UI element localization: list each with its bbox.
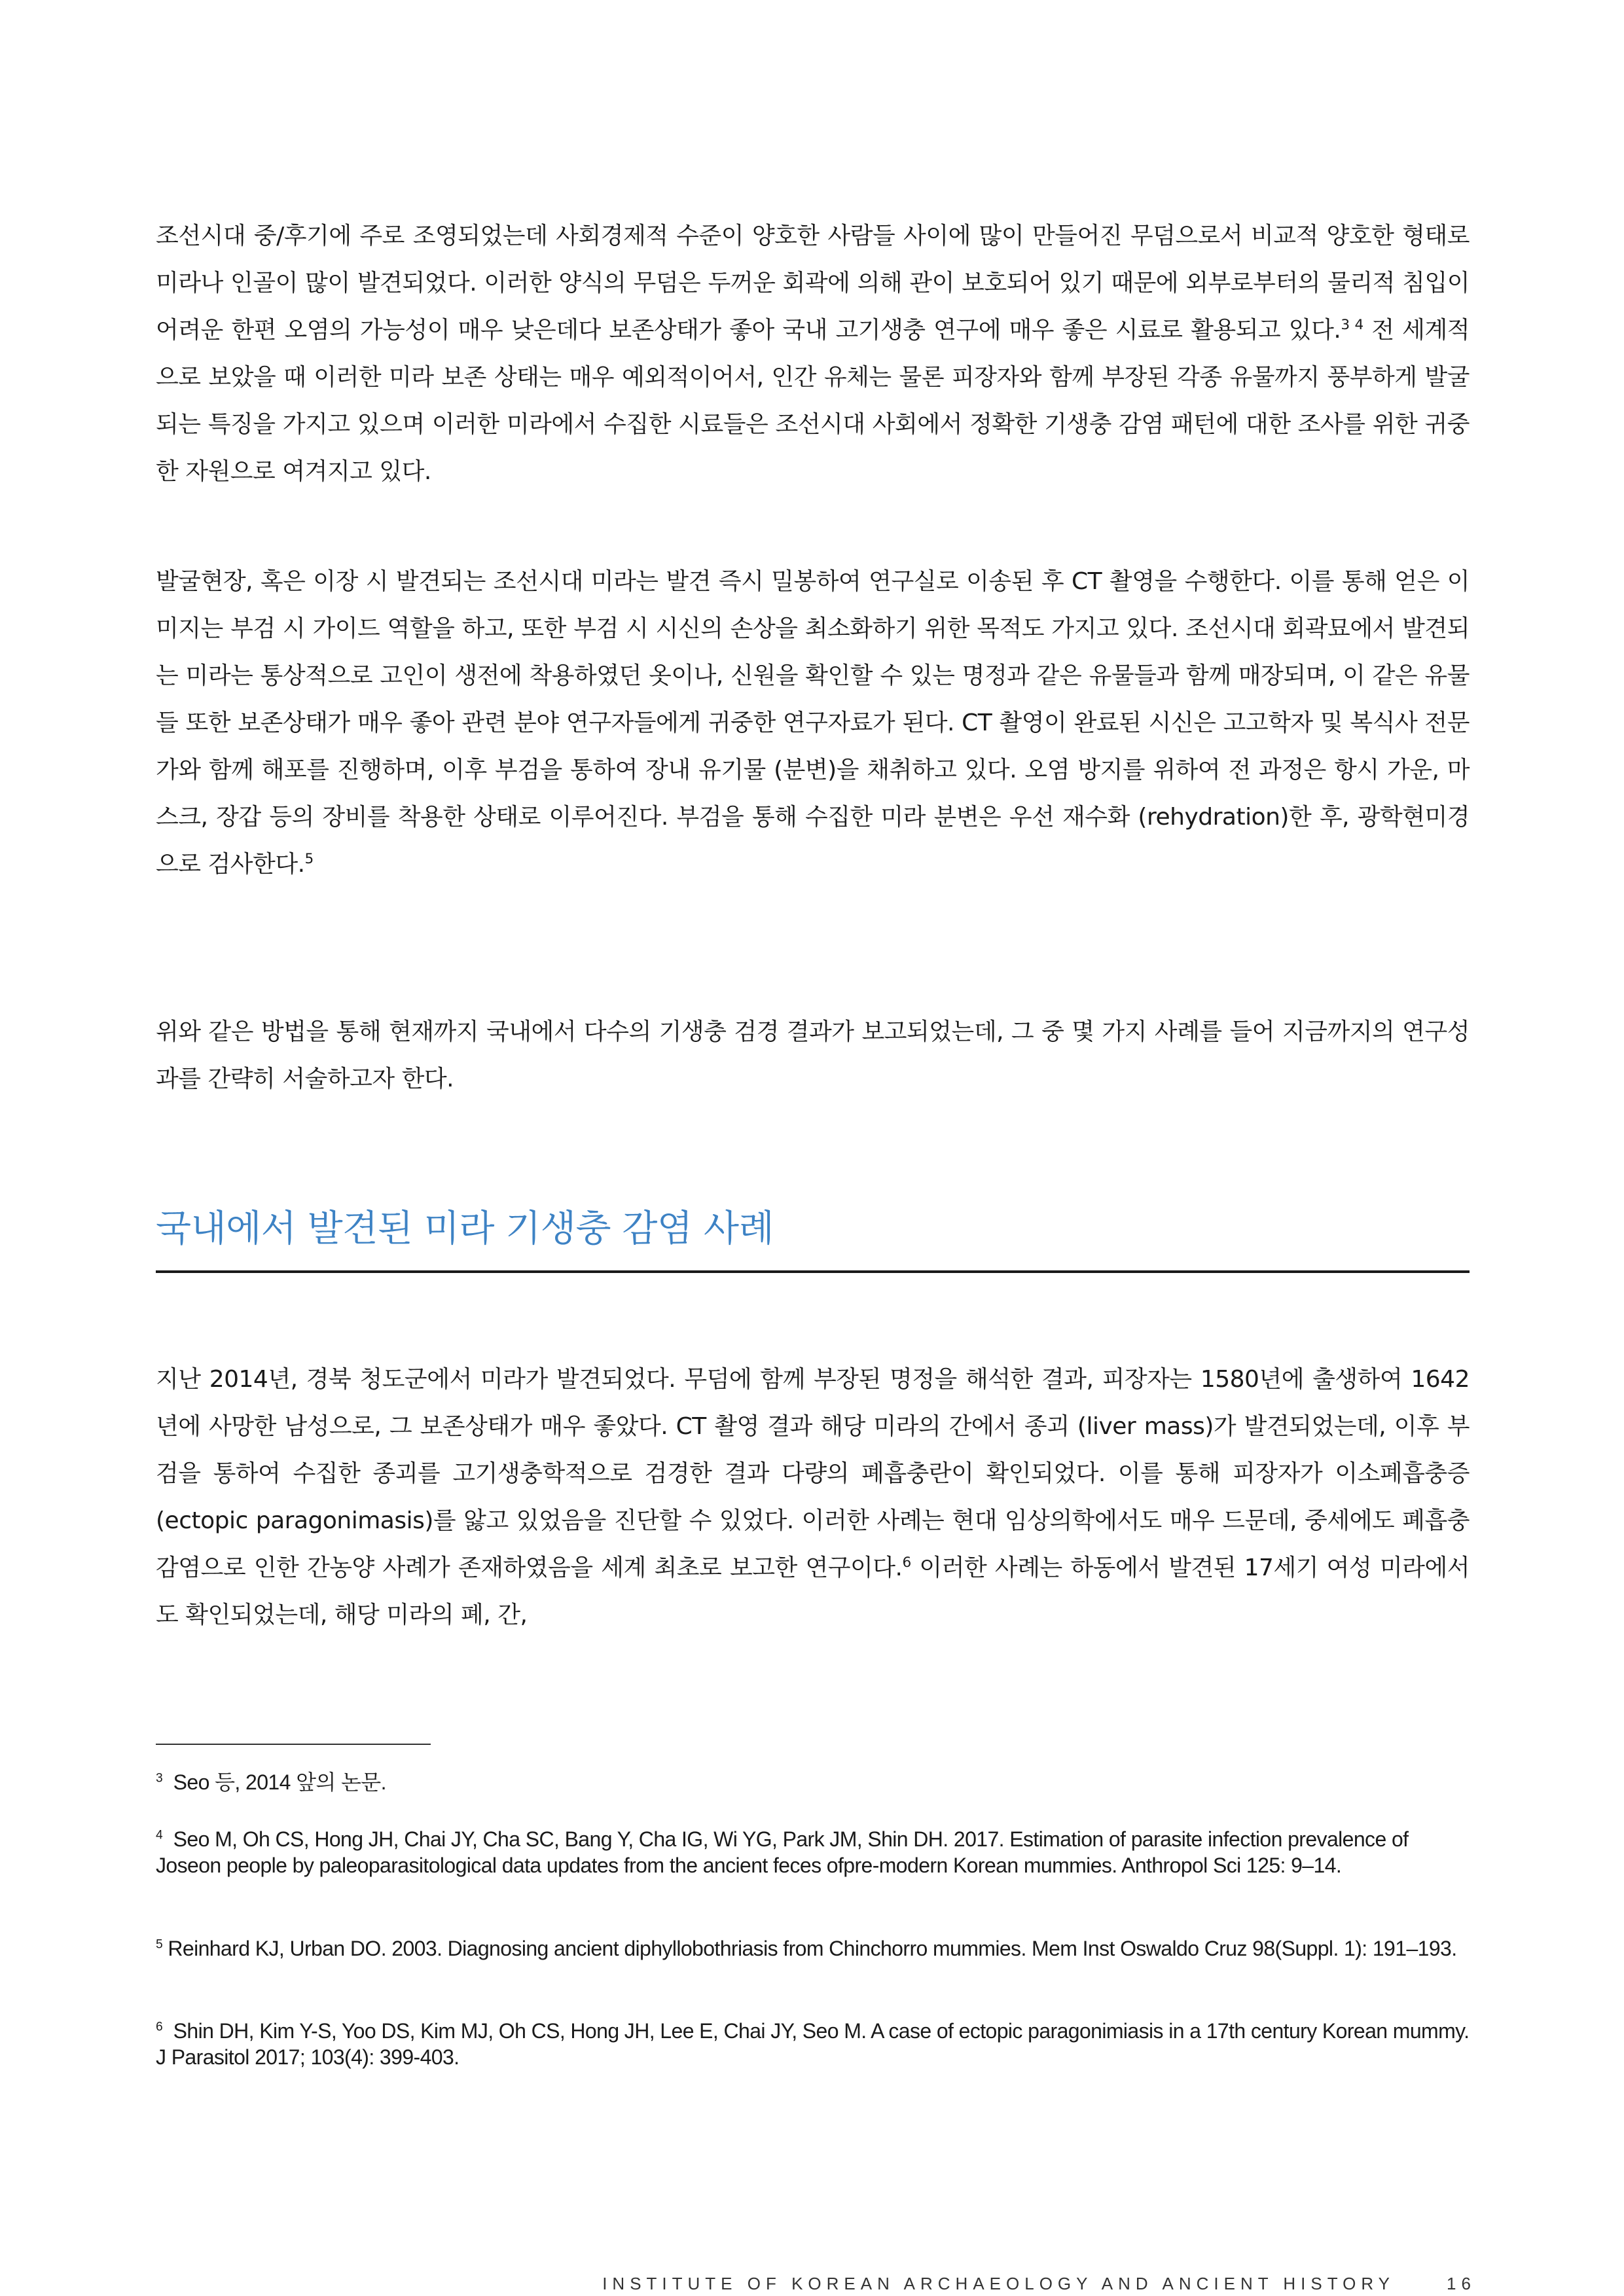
footnote-ref[interactable]: 6 [902, 1554, 911, 1571]
section-heading: 국내에서 발견된 미라 기생충 감염 사례 [156, 1208, 774, 1250]
body-paragraph-4 [156, 1356, 1470, 1639]
paragraph-text: 전 세계적으로 보았을 때 이러한 미라 보존 상태는 매우 예외적이어서, 인간 유체는 물론 피장자와 함께 부장된 각종 유물까지 풍부하게 발굴되는 특징을 가지고 있으며 이러한 미라에서 수집한 시료들은 조선시대 사회에서 정확한 기생충 감염 패턴에 대한 조사를 위한 귀중한 자원으로 여겨지고 있다. [156, 317, 1470, 485]
footnote-ref[interactable]: 3 4 [1341, 317, 1363, 333]
footnote-4 [156, 1826, 1470, 1878]
footnote-number: 4 [156, 1828, 163, 1842]
footnote-number: 3 [156, 1771, 163, 1785]
paragraph-text: 발굴현장, 혹은 이장 시 발견되는 조선시대 미라는 발견 즉시 밀봉하여 연구실로 이송된 후 CT 촬영을 수행한다. 이를 통해 얻은 이미지는 부검 시 가이드 역할을 하고, 또한 부검 시 시신의 손상을 최소화하기 위한 목적도 가지고 있다. 조선시대 회곽묘에서 발견되는 미라는 통상적으로 고인이 생전에 착용하였던 옷이나, 신원을 확인할 수 있는 명정과 같은 유물들과 함께 매장되며, 이 같은 유물들 또한 보존상태가 매우 좋아 관련 분야 연구자들에게 귀중한 연구자료가 된다. CT 촬영이 완료된 시신은 고고학자 및 복식사 전문가와 함께 해포를 진행하며, 이후 부검을 통하여 장내 유기물 (분변)을 채취하고 있다. 오염 방지를 위하여 전 과정은 항시 가운, 마스크, 장갑 등의 장비를 착용한 상태로 이루어진다. 부검을 통해 수집한 미라 분변은 우선 재수화 (rehydration)한 후, 광학현미경으로 검사한다. [156, 568, 1470, 878]
footnote-text: Seo 등, 2014 앞의 논문. [173, 1770, 386, 1794]
footnote-text: Shin DH, Kim Y-S, Yoo DS, Kim MJ, Oh CS, Hong JH, Lee E, Chai JY, Seo M. A case of ectopic paragonimiasis in a 17th century Korean mummy. J Parasitol 2017; 103(4): 399-403. [156, 2019, 1470, 2069]
paragraph-text: 이러한 사례는 하동에서 발견된 17세기 여성 미라에서도 확인되었는데, 해당 미라의 폐, 간, [156, 1554, 1470, 1628]
footnote-5 [156, 1935, 1470, 1962]
paragraph-text: 조선시대 중/후기에 주로 조영되었는데 사회경제적 수준이 양호한 사람들 사이에 많이 만들어진 무덤으로서 비교적 양호한 형태로 미라나 인골이 많이 발견되었다. 이러한 양식의 무덤은 두꺼운 회곽에 의해 관이 보호되어 있기 때문에 외부로부터의 물리적 침입이 어려운 한편 오염의 가능성이 매우 낮은데다 보존상태가 좋아 국내 고기생충 연구에 매우 좋은 시료로 활용되고 있다. [156, 223, 1470, 344]
body-paragraph-3 [156, 1009, 1470, 1103]
footnote-number: 5 [156, 1937, 163, 1952]
page-number: 16 [1447, 2274, 1476, 2293]
section-divider [156, 1270, 1470, 1273]
footnote-ref[interactable]: 5 [304, 851, 314, 867]
footnote-3 [156, 1769, 1470, 1795]
body-paragraph-2 [156, 558, 1470, 888]
footer-institute-name: INSTITUTE OF KOREAN ARCHAEOLOGY AND ANCIENT HISTORY [602, 2274, 1395, 2293]
footnote-6 [156, 2018, 1470, 2070]
footnote-text: Reinhard KJ, Urban DO. 2003. Diagnosing ancient diphyllobothriasis from Chinchorro mummies. Mem Inst Oswaldo Cruz 98(Suppl. 1): 191–193. [168, 1937, 1457, 1960]
body-paragraph-1 [156, 213, 1470, 495]
paragraph-text: 지난 2014년, 경북 청도군에서 미라가 발견되었다. 무덤에 함께 부장된 명정을 해석한 결과, 피장자는 1580년에 출생하여 1642년에 사망한 남성으로, 그 보존상태가 매우 좋았다. CT 촬영 결과 해당 미라의 간에서 종괴 (liver mass)가 발견되었는데, 이후 부검을 통하여 수집한 종괴를 고기생충학적으로 검경한 결과 다량의 폐흡충란이 확인되었다. 이를 통해 피장자가 이소폐흡충증 (ectopic paragonimasis)를 앓고 있었음을 진단할 수 있었다. 이러한 사례는 현대 임상의학에서도 매우 드문데, 중세에도 폐흡충 감염으로 인한 간농양 사례가 존재하였음을 세계 최초로 보고한 연구이다. [156, 1366, 1470, 1581]
footnote-divider [156, 1744, 431, 1745]
footnote-text: Seo M, Oh CS, Hong JH, Chai JY, Cha SC, Bang Y, Cha IG, Wi YG, Park JM, Shin DH. 2017. Estimation of parasite infection prevalence of Joseon people by paleoparasitological data updates from the ancient feces ofpre-modern Korean mummies. Anthropol Sci 125: 9–14. [156, 1827, 1409, 1877]
paragraph-text: 위와 같은 방법을 통해 현재까지 국내에서 다수의 기생충 검경 결과가 보고되었는데, 그 중 몇 가지 사례를 들어 지금까지의 연구성과를 간략히 서술하고자 한다. [156, 1018, 1470, 1092]
footnote-number: 6 [156, 2020, 163, 2034]
